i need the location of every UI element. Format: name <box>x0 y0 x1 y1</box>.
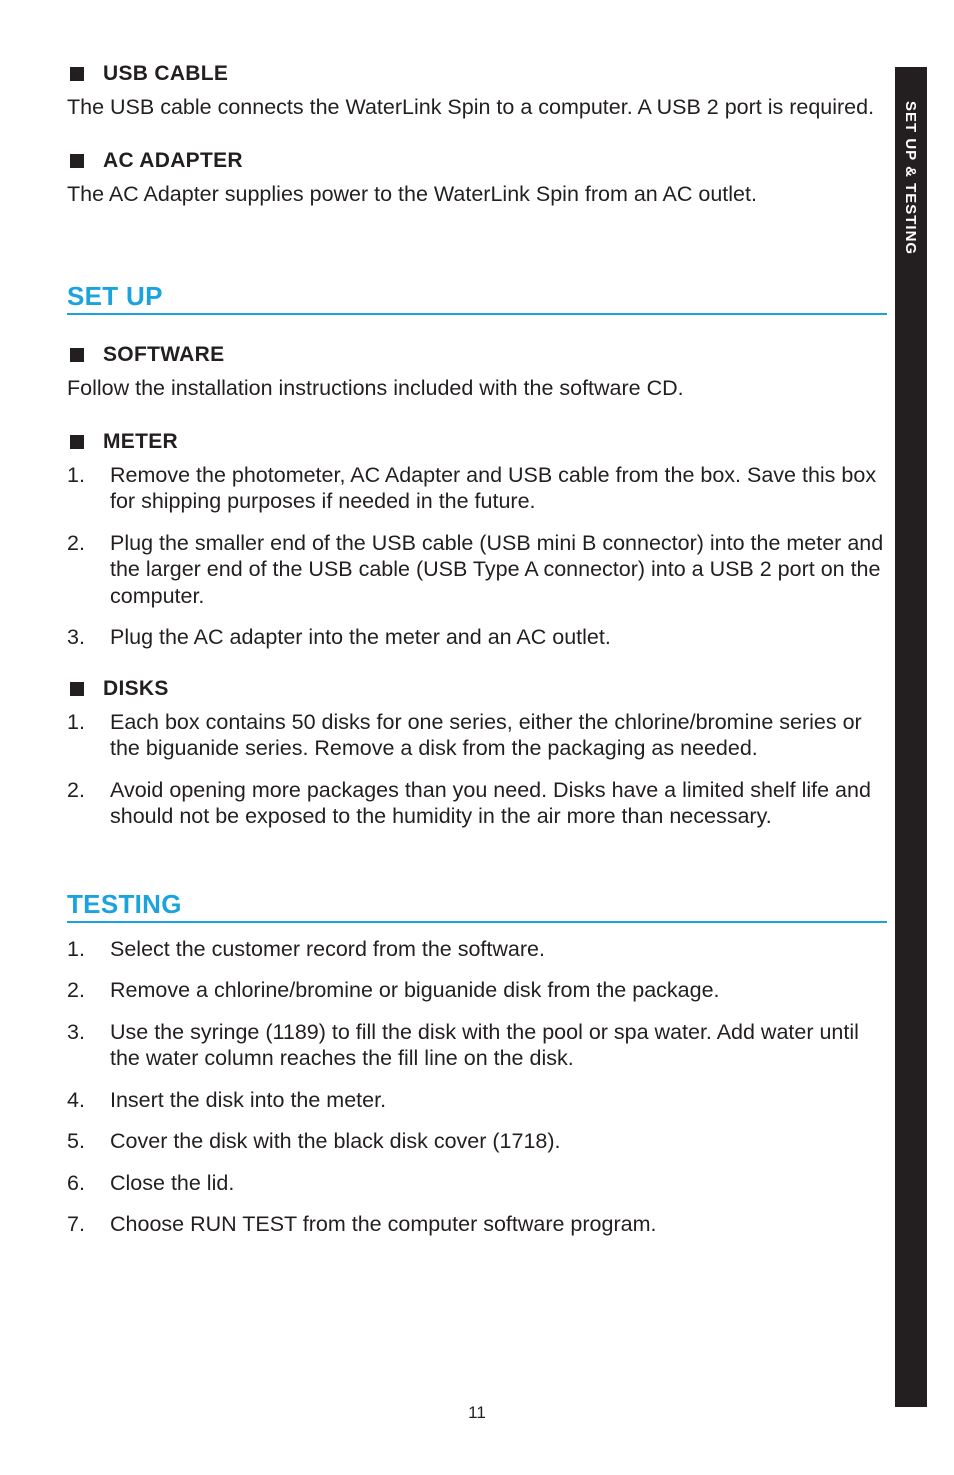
testing-section-title: TESTING <box>67 888 887 923</box>
square-bullet-icon <box>70 682 84 696</box>
square-bullet-icon <box>70 435 84 449</box>
step-text: Remove a chlorine/bromine or biguanide disk from the package. <box>110 978 720 1002</box>
step-number: 3. <box>67 625 85 649</box>
step-text: Close the lid. <box>110 1170 235 1195</box>
list-item <box>67 530 887 610</box>
ac-adapter-heading: AC ADAPTER <box>67 147 887 175</box>
step-text: Each box contains 50 disks for one series, either the chlorine/bromine series or the biguanide series. Remove a disk from the packaging as needed. <box>110 709 862 760</box>
step-text: Cover the disk with the black disk cover (1718). <box>110 1129 561 1153</box>
software-heading: SOFTWARE <box>67 341 887 369</box>
software-text: Follow the installation instructions included with the software CD. <box>67 376 684 400</box>
square-bullet-icon <box>70 154 84 168</box>
usb-cable-text: The USB cable connects the WaterLink Spin to a computer. A USB 2 port is required. <box>67 95 875 119</box>
list-item <box>67 462 887 515</box>
step-text: Plug the AC adapter into the meter and an AC outlet. <box>110 625 611 649</box>
step-number: 2. <box>67 777 85 802</box>
step-number: 3. <box>67 1019 85 1044</box>
step-number: 2. <box>67 530 85 555</box>
list-item <box>67 624 887 651</box>
meter-steps-list <box>67 462 887 651</box>
step-number: 6. <box>67 1170 85 1195</box>
step-text: Avoid opening more packages than you need. Disks have a limited shelf life and should not be exposed to the humidity in the air more than necessary. <box>110 777 871 828</box>
ac-adapter-text: The AC Adapter supplies power to the WaterLink Spin from an AC outlet. <box>67 181 757 206</box>
meter-heading: METER <box>67 428 887 456</box>
side-tab <box>895 67 927 1407</box>
step-text: Select the customer record from the software. <box>110 936 545 961</box>
square-bullet-icon <box>70 67 84 81</box>
disks-heading: DISKS <box>67 675 887 703</box>
disks-steps-list <box>67 709 887 830</box>
step-number: 5. <box>67 1129 85 1153</box>
usb-cable-heading: USB CABLE <box>67 60 887 88</box>
list-item <box>67 709 887 762</box>
page-content <box>67 60 887 1253</box>
step-text: Use the syringe (1189) to fill the disk with the pool or spa water. Add water until the water column reaches the fill line on the disk. <box>110 1019 859 1070</box>
step-number: 4. <box>67 1087 85 1112</box>
step-text: Plug the smaller end of the USB cable (USB mini B connector) into the meter and the larger end of the USB cable (USB Type A connector) into a USB 2 port on the computer. <box>110 530 884 608</box>
list-item <box>67 1019 887 1072</box>
step-text: Choose RUN TEST from the computer software program. <box>110 1212 657 1236</box>
step-number: 1. <box>67 709 85 734</box>
list-item <box>67 1128 887 1155</box>
step-number: 1. <box>67 462 85 487</box>
page-number: 11 <box>468 1403 486 1422</box>
list-item <box>67 777 887 830</box>
list-item <box>67 977 887 1004</box>
step-number: 7. <box>67 1212 85 1236</box>
step-number: 2. <box>67 978 85 1002</box>
step-text: Insert the disk into the meter. <box>110 1087 387 1112</box>
square-bullet-icon <box>70 348 84 362</box>
set-up-section-title: SET UP <box>67 280 887 315</box>
list-item <box>67 1170 887 1197</box>
list-item <box>67 936 887 963</box>
step-number: 1. <box>67 936 85 961</box>
side-tab-label: SET UP & TESTING <box>902 101 919 256</box>
testing-steps-list <box>67 936 887 1238</box>
list-item <box>67 1087 887 1114</box>
list-item <box>67 1211 887 1238</box>
step-text: Remove the photometer, AC Adapter and USB cable from the box. Save this box for shipping purposes if needed in the future. <box>110 462 877 513</box>
